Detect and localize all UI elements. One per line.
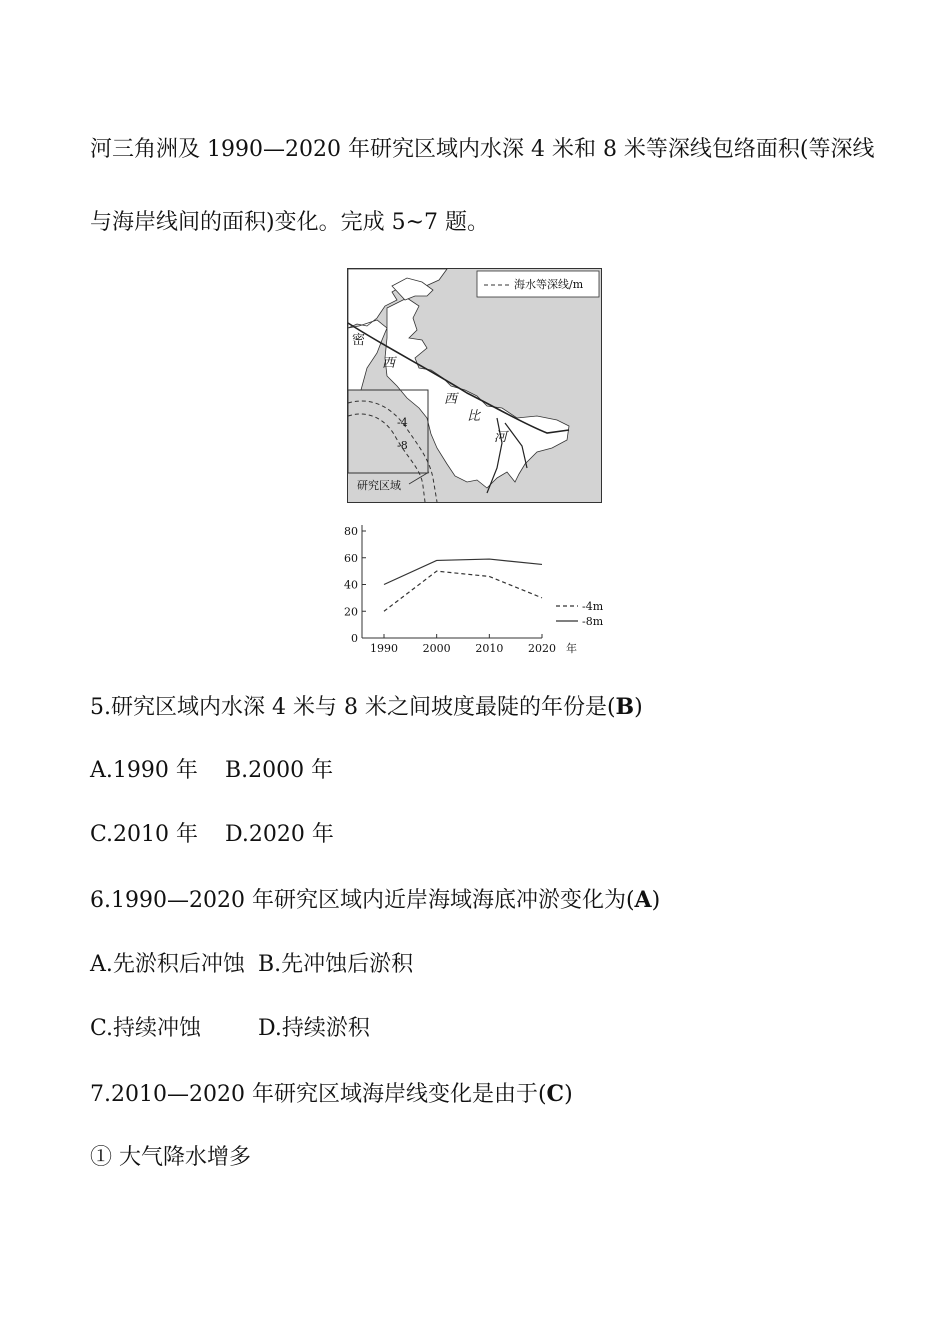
question-7: 7.2010—2020 年研究区域海岸线变化是由于(C) xyxy=(90,1081,573,1107)
map-label-he: 河 xyxy=(494,430,508,445)
q6-option-c: C.持续冲蚀 xyxy=(90,1016,202,1041)
legend-label: -8m xyxy=(582,615,604,628)
map-label-mi: 密 xyxy=(352,333,366,348)
y-tick-label: 60 xyxy=(344,551,358,565)
q6-option-d: D.持续淤积 xyxy=(258,1016,370,1041)
q6-option-b: B.先冲蚀后淤积 xyxy=(258,952,414,977)
y-tick-label: 40 xyxy=(344,578,358,592)
legend-label: -4m xyxy=(582,600,604,613)
q5-option-c: C.2010 年 xyxy=(90,822,199,847)
x-tick-label: 2010 xyxy=(475,642,504,655)
map-legend-text: 海水等深线/m xyxy=(514,278,584,291)
question-6: 6.1990—2020 年研究区域内近岸海域海底冲淤变化为(A) xyxy=(90,887,661,913)
area-change-chart xyxy=(338,520,604,660)
map-label-depth-4: -4 xyxy=(397,416,408,429)
delta-map xyxy=(347,268,603,504)
map-label-bi: 比 xyxy=(467,409,481,424)
series-line-neg4m xyxy=(384,571,542,611)
y-tick-label: 80 xyxy=(344,525,358,538)
x-axis-unit: 年 xyxy=(566,642,577,655)
map-label-xi1: 西 xyxy=(382,356,396,371)
map-label-xi2: 西 xyxy=(444,392,458,407)
question-5: 5.研究区域内水深 4 米与 8 米之间坡度最陡的年份是(B) xyxy=(90,694,643,720)
intro-line-1: 河三角洲及 1990—2020 年研究区域内水深 4 米和 8 米等深线包络面积(等深线 xyxy=(90,137,875,162)
y-tick-label: 20 xyxy=(344,605,358,619)
answer-7: C xyxy=(546,1081,565,1107)
q5-option-a: A.1990 年 xyxy=(90,758,198,783)
x-tick-label: 2000 xyxy=(422,642,451,655)
x-tick-label: 2020 xyxy=(528,642,556,655)
q5-option-d: D.2020 年 xyxy=(225,822,334,847)
q7-option-1: ① 大气降水增多 xyxy=(90,1145,251,1170)
y-tick-label: 0 xyxy=(351,632,358,645)
intro-line-2: 与海岸线间的面积)变化。完成 5~7 题。 xyxy=(90,210,489,235)
map-label-study-area: 研究区域 xyxy=(357,479,401,492)
answer-6: A xyxy=(634,887,652,913)
series-line-neg8m xyxy=(384,559,542,584)
map-label-depth-8: -8 xyxy=(397,439,408,452)
q6-option-a: A.先淤积后冲蚀 xyxy=(90,952,245,977)
x-tick-label: 1990 xyxy=(370,642,398,655)
answer-5: B xyxy=(615,694,635,720)
q5-option-b: B.2000 年 xyxy=(225,758,334,783)
